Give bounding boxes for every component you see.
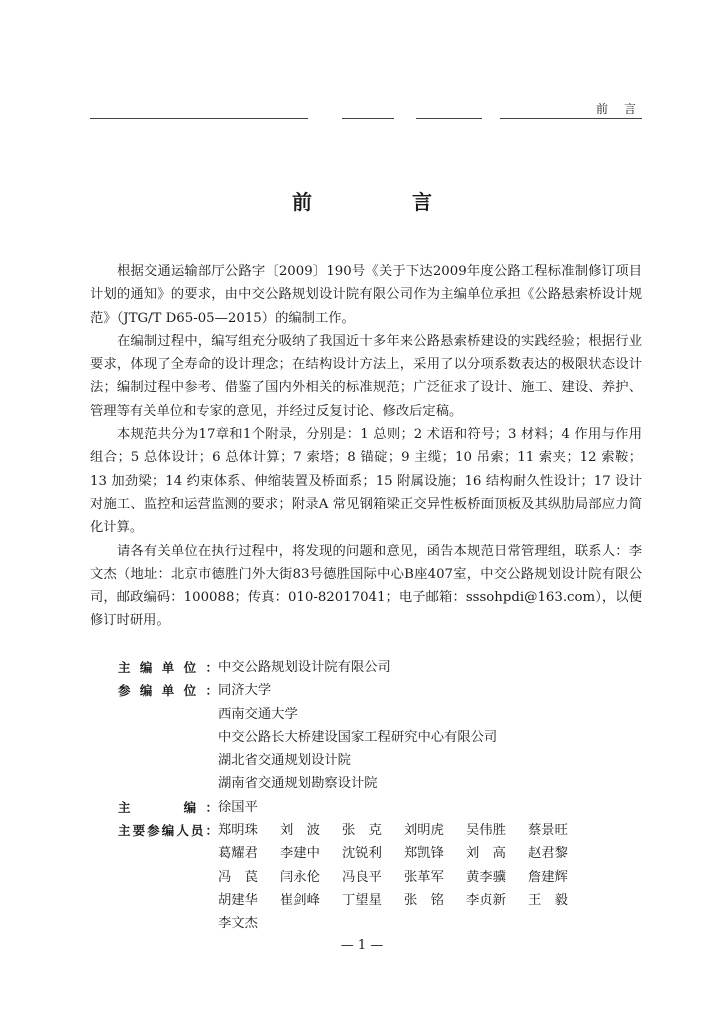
editor-name: 冯 苠 [218,869,258,885]
main-editors-label: 主要参编人员： [118,823,218,839]
participating-unit: 中交公路长大桥建设国家工程研究中心有限公司 [218,729,498,745]
chief-editor-row [118,796,648,819]
chief-editor: 徐国平 [218,799,258,815]
editor-name: 崔剑峰 [280,892,320,908]
editor-name: 张革军 [404,869,444,885]
editor-name: 冯良平 [342,869,382,885]
participating-unit: 湖南省交通规划勘察设计院 [218,776,378,792]
editor-name: 张 克 [342,823,382,839]
editor-name: 黄李骥 [466,869,506,885]
editor-name: 张 铭 [404,892,444,908]
credits-section [118,656,648,936]
editor-name: 葛耀君 [218,846,258,862]
page-title: 前 言 [292,190,472,214]
header-rule [416,118,482,119]
editor-name: 郑明珠 [218,823,258,839]
editor-name: 蔡景旺 [528,823,568,839]
editor-name: 刘明虎 [404,823,444,839]
header-rule [500,118,642,119]
editor-name: 李贞新 [466,892,506,908]
editor-name: 刘 波 [280,823,320,839]
chief-unit: 中交公路规划设计院有限公司 [218,660,391,675]
page-number: — 1 — [340,938,384,953]
editor-name: 詹建辉 [528,869,568,885]
preface-body [90,260,642,633]
paragraph: 根据交通运输部厅公路字〔2009〕190号《关于下达2009年度公路工程标准制修订项目计划的通知》的要求，由中交公路规划设计院有限公司作为主编单位承担《公路悬索桥设计规范》（JTG/T D65-05—2015）的编制工作。 [90,264,642,326]
header-rule [90,118,308,119]
chief-editor-label: 主 编： [118,799,218,815]
chief-unit-row [118,656,648,679]
participating-units [218,679,648,795]
editor-name: 郑凯锋 [404,846,444,862]
editor-name: 胡建华 [218,892,258,908]
participating-label: 参编单位： [118,683,218,699]
editor-name: 赵君黎 [528,846,568,862]
participating-unit: 西南交通大学 [218,706,298,722]
editor-name: 闫永伦 [280,869,320,885]
editor-name: 沈锐利 [342,846,382,862]
editor-name: 吴伟胜 [466,823,506,839]
editor-name: 李文杰 [218,916,258,932]
editor-name: 刘 高 [466,846,506,862]
participating-units-row [118,679,648,795]
chief-unit-label: 主编单位： [118,660,218,675]
header-rule [342,118,394,119]
editor-name: 李建中 [280,846,320,862]
editor-name: 王 毅 [528,892,568,908]
participating-unit: 湖北省交通规划设计院 [218,753,351,769]
editor-name: 丁望星 [342,892,382,908]
running-header: 前言 [596,102,653,116]
main-editors-row [118,819,648,935]
paragraph: 请各有关单位在执行过程中，将发现的问题和意见，函告本规范日常管理组，联系人：李文杰（地址：北京市德胜门外大街83号德胜国际中心B座407室，中交公路规划设计院有限公司，邮政编码：100088；传真：010-82017041；电子邮箱：sssohpdi@163.com），以便修订时研用。 [90,543,642,629]
paragraph: 本规范共分为17章和1个附录，分别是：1 总则；2 术语和符号；3 材料；4 作用与作用组合；5 总体设计；6 总体计算；7 索塔；8 锚碇；9 主缆；10 吊索；11 索夹；12 索鞍；13 加劲梁；14 约束体系、伸缩装置及桥面系；15 附属设施；16 结构耐久性设计；17 设计对施工、监控和运营监测的要求；附录A 常见钢箱梁正交异性板桥面顶板及其纵肋局部应力简化计算。 [90,427,642,536]
participating-unit: 同济大学 [218,683,272,699]
paragraph: 在编制过程中，编写组充分吸纳了我国近十多年来公路悬索桥建设的实践经验；根据行业要求，体现了全寿命的设计理念；在结构设计方法上，采用了以分项系数表达的极限状态设计法；编制过程中参考、借鉴了国内外相关的标准规范；广泛征求了设计、施工、建设、养护、管理等有关单位和专家的意见，并经过反复讨论、修改后定稿。 [90,333,642,419]
main-editors-list [218,819,648,935]
